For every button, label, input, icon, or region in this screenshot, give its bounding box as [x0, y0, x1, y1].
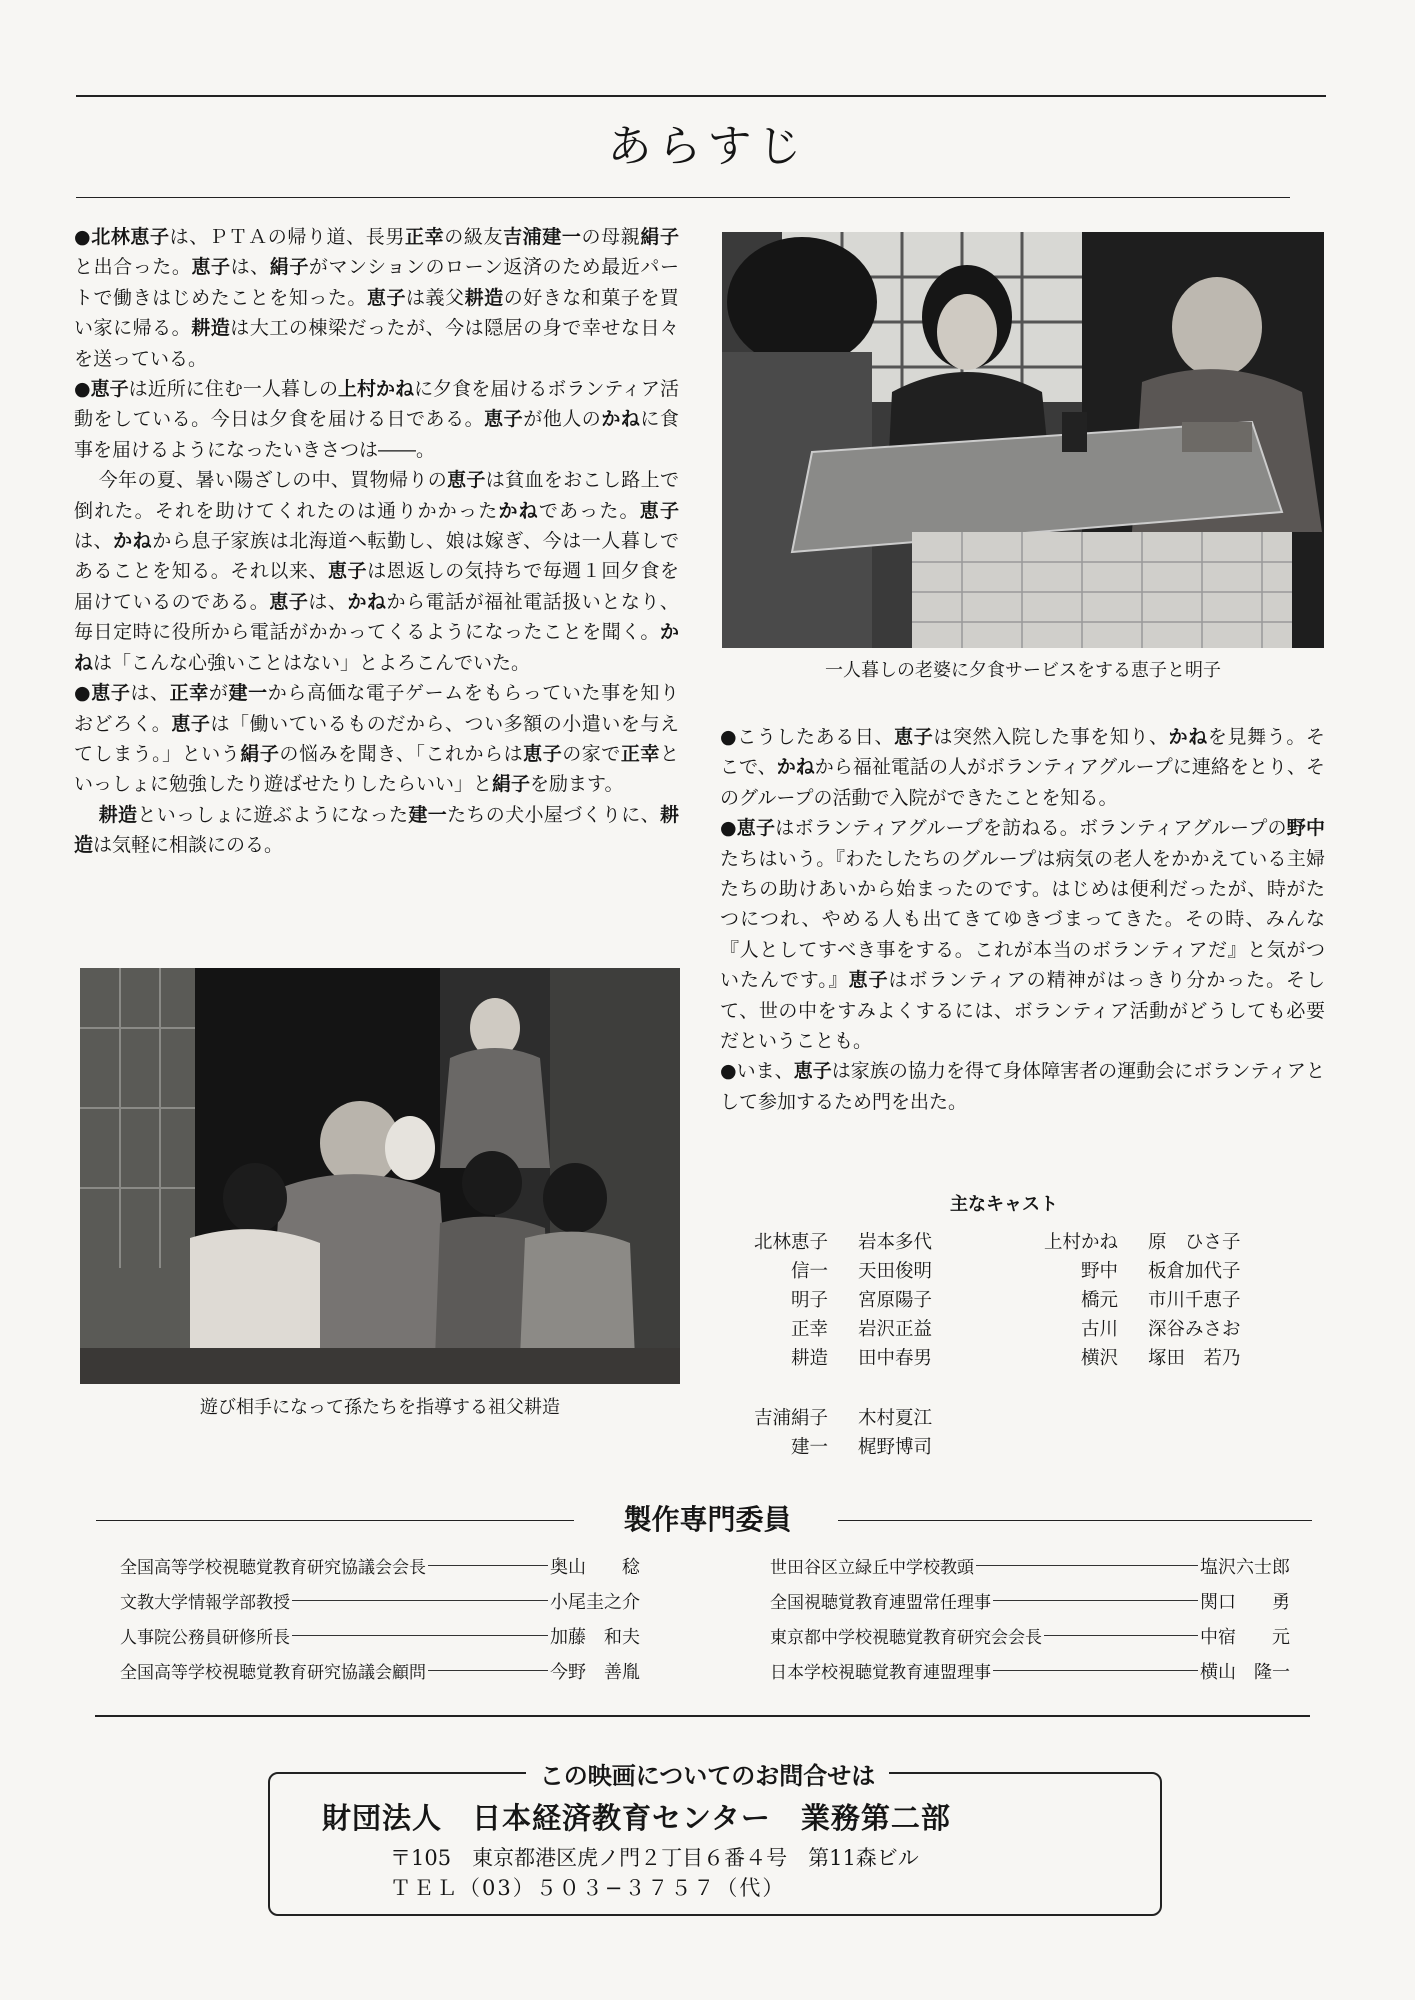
cast-row: 明子 宮原陽子 — [790, 1289, 933, 1311]
synopsis-paragraph-8: ●いま、恵子は家族の協力を得て身体障害者の運動会にボランティアとして参加するため門を出た。 — [720, 1060, 1325, 1113]
committee-row: 世田谷区立緑丘中学校教頭 塩沢六士郎 — [770, 1556, 1290, 1578]
committee-row: 全国視聴覚教育連盟常任理事 関口 勇 — [770, 1591, 1290, 1613]
synopsis-paragraph-5: 耕造といっしょに遊ぶようになった建一たちの犬小屋づくりに、耕造は気軽に相談にのる。 — [74, 803, 679, 857]
inquiry-title: この映画についてのお問合せは — [0, 1756, 1415, 1791]
inquiry-organization: 財団法人 日本経済教育センター 業務第二部 — [322, 1801, 951, 1835]
synopsis-right-column — [720, 722, 1325, 1117]
synopsis-paragraph-2: ●恵子は近所に住む一人暮しの上村かねに夕食を届けるボランティア活動をしている。今日は夕食を届ける日である。恵子が他人のかねに食事を届けるようになったいきさつは――。 — [74, 378, 679, 461]
synopsis-paragraph-4: ●恵子は、正幸が建一から高価な電子ゲームをもらっていた事を知りおどろく。恵子は「働いているものだから、つい多額の小遣いを与えてしまう。」という絹子の悩みを聞き、「これからは恵子の家で正幸といっしょに勉強したり遊ばせたりしたらいい」と絹子を励ます。 — [74, 682, 679, 796]
synopsis-paragraph-1: ●北林恵子は、ＰＴＡの帰り道、長男正幸の級友吉浦建一の母親絹子と出合った。恵子は、絹子がマンションのローン返済のため最近パートで働きはじめたことを知った。恵子は義父耕造の好きな和菓子を買い家に帰る。耕造は大工の棟梁だったが、今は隠居の身で幸せな日々を送っている。 — [74, 226, 679, 370]
title-underline — [76, 197, 1290, 198]
cast-list-extra — [728, 1402, 932, 1460]
cast-row: 耕造 田中春男 — [790, 1347, 933, 1369]
cast-title: 主なキャスト — [950, 1194, 1058, 1215]
synopsis-left-column — [74, 222, 679, 861]
cast-row: 吉浦絹子 木村夏江 — [753, 1407, 933, 1429]
committee-row: 全国高等学校視聴覚教育研究協議会顧問 今野 善胤 — [120, 1661, 640, 1683]
committee-row: 日本学校視聴覚教育連盟理事 横山 隆一 — [770, 1661, 1290, 1683]
photo-grandfather-children — [80, 968, 680, 1384]
inquiry-address: 〒105 東京都港区虎ノ門２丁目６番４号 第11森ビル — [390, 1846, 919, 1870]
photo-elderly-woman-dinner — [722, 232, 1324, 648]
bottom-rule — [95, 1715, 1310, 1717]
cast-row: 正幸 岩沢正益 — [790, 1318, 933, 1340]
cast-row: 信一 天田俊明 — [790, 1260, 933, 1282]
synopsis-paragraph-7: ●恵子はボランティアグループを訪ねる。ボランティアグループの野中たちはいう。『わたしたちのグループは病気の老人をかかえている主婦たちの助けあいから始まったのです。はじめは便利だったが、時がたつにつれ、やめる人も出てきてゆきづまってきた。その時、みんな『人としてすべき事をする。これが本当のボランティアだ』と気がついたんです。』恵子はボランティアの精神がはっきり分かった。そして、世の中をすみよくするには、ボランティア活動がどうしても必要だということも。 — [720, 817, 1325, 1053]
photo2-caption: 遊び相手になって孫たちを指導する祖父耕造 — [200, 1397, 560, 1418]
cast-row: 北林恵子 岩本多代 — [753, 1231, 933, 1253]
cast-row: 野中 板倉加代子 — [1080, 1260, 1241, 1282]
synopsis-paragraph-3: 今年の夏、暑い陽ざしの中、買物帰りの恵子は貧血をおこし路上で倒れた。それを助けてくれたのは通りかかったかねであった。恵子は、かねから息子家族は北海道へ転勤し、娘は嫁ぎ、今は一人暮しであることを知る。それ以来、恵子は恩返しの気持ちで毎週１回夕食を届けているのである。恵子は、かねから電話が福祉電話扱いとなり、毎日定時に役所から電話がかかってくるようになったことを聞く。かねは「こんな心強いことはない」とよろこんでいた。 — [74, 469, 679, 674]
photo1-caption: 一人暮しの老婆に夕食サービスをする恵子と明子 — [825, 660, 1221, 681]
inquiry-phone: ＴＥＬ（03）５０３−３７５７（代） — [390, 1876, 786, 1900]
committee-list-left — [120, 1548, 640, 1688]
cast-list-left — [728, 1226, 932, 1371]
cast-row: 上村かね 原 ひさ子 — [1043, 1231, 1241, 1253]
committee-row: 文教大学情報学部教授 小尾圭之介 — [120, 1591, 640, 1613]
committee-row: 全国高等学校視聴覚教育研究協議会会長 奥山 稔 — [120, 1556, 640, 1578]
committee-list-right — [770, 1548, 1290, 1688]
cast-row: 建一 梶野博司 — [790, 1436, 933, 1458]
top-rule — [76, 95, 1326, 97]
cast-row: 古川 深谷みさお — [1080, 1318, 1241, 1340]
cast-row: 橋元 市川千恵子 — [1080, 1289, 1241, 1311]
committee-row: 東京都中学校視聴覚教育研究会会長 中宿 元 — [770, 1626, 1290, 1648]
cast-list-right — [1018, 1226, 1241, 1371]
committee-title: 製作専門委員 — [623, 1503, 792, 1536]
cast-row: 横沢 塚田 若乃 — [1080, 1347, 1241, 1369]
committee-row: 人事院公務員研修所長 加藤 和夫 — [120, 1626, 640, 1648]
page-title: あらすじ — [607, 121, 808, 172]
synopsis-paragraph-6: ●こうしたある日、恵子は突然入院した事を知り、かねを見舞う。そこで、かねから福祉電話の人がボランティアグループに連絡をとり、そのグループの活動で入院ができたことを知る。 — [720, 726, 1325, 809]
